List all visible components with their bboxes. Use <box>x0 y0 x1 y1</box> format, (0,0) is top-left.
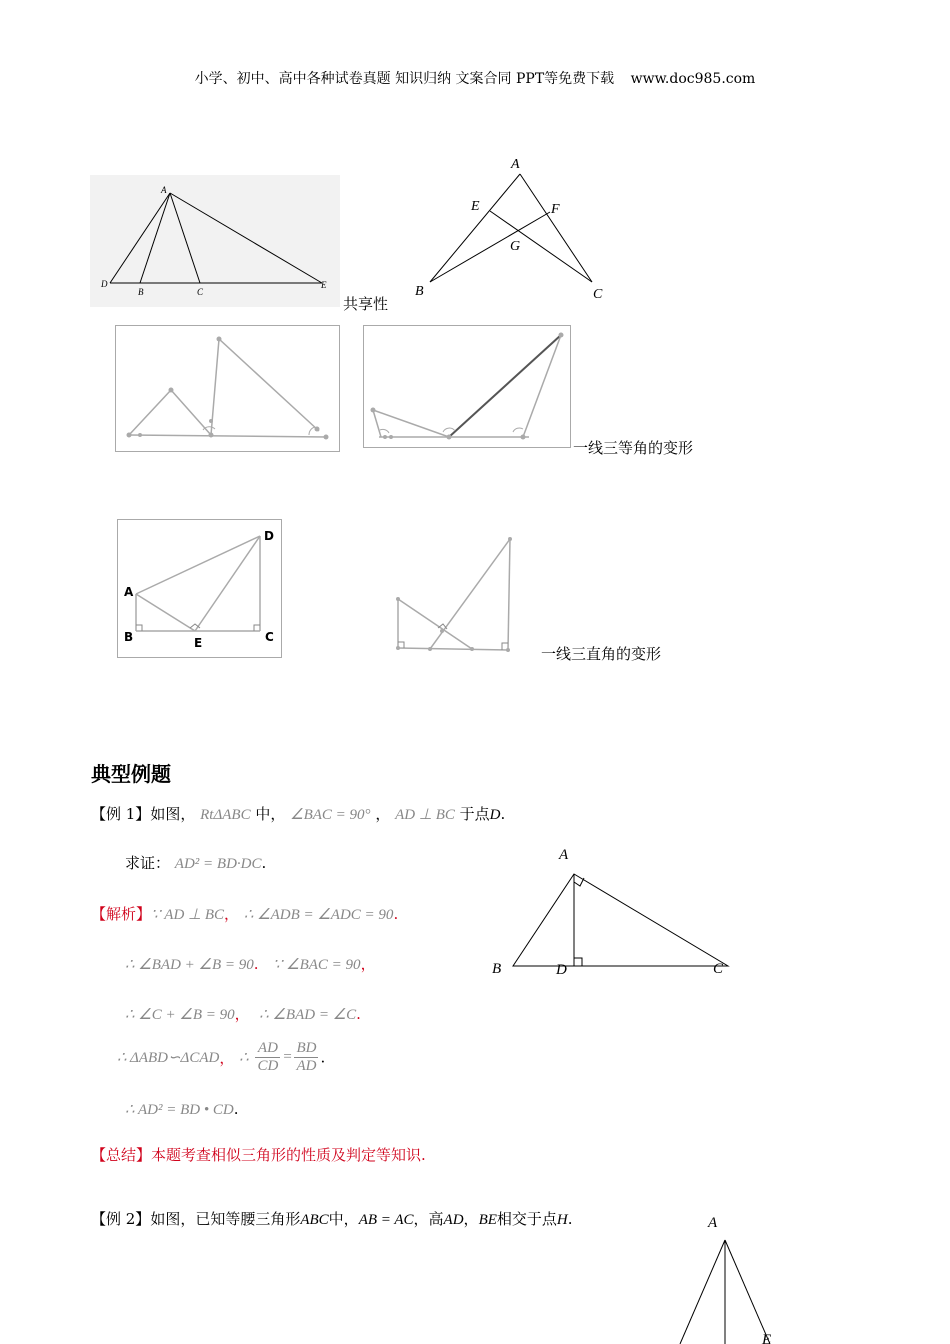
fig2-label-c: C <box>593 287 603 302</box>
fraction-ad-cd <box>255 1040 280 1075</box>
example2-text: 如图，已知等腰三角形 <box>150 1210 301 1228</box>
solution-line-2 <box>125 953 376 974</box>
fig2-label-g: G <box>510 239 521 254</box>
section-title: 典型例题 <box>91 762 171 786</box>
header-text: 小学、初中、高中各种试卷真题 知识归纳 文案合同 PPT等免费下载 <box>194 71 615 87</box>
solution-line-5 <box>125 1100 239 1119</box>
ex1-label-a: A <box>559 847 569 863</box>
caption-right-angles: 一线三直角的变形 <box>541 645 662 663</box>
step1a: ∵ AD ⊥ BC <box>151 907 225 923</box>
figure-shared-triangles-1 <box>90 175 340 307</box>
solution-line-4 <box>117 1040 325 1075</box>
fraction-bd-ad <box>294 1040 318 1075</box>
figure-right-angles-1 <box>117 519 282 658</box>
fig2-label-a: A <box>511 157 520 172</box>
caption-equal-angles: 一线三等角的变形 <box>573 439 694 457</box>
example1-sep: ， <box>375 805 391 823</box>
example2-h2: BE <box>478 1212 497 1228</box>
frac2-den: AD <box>296 1058 317 1074</box>
frac1-den: CD <box>257 1058 279 1074</box>
example2-figure <box>670 1210 790 1344</box>
step2-period: . <box>253 955 259 973</box>
fig3-label-c: C <box>265 630 274 644</box>
step5: ∴ AD² = BD • CD <box>125 1102 234 1118</box>
example1-cond2: ∠BAC = 90° <box>290 807 371 823</box>
fig3-label-e: E <box>194 636 203 650</box>
summary-text: 本题考查相似三角形的性质及判定等知识. <box>151 1146 426 1164</box>
ex1-label-c: C <box>713 961 724 977</box>
example1-figure <box>485 840 735 980</box>
solution-tag: 【解析】 <box>91 905 152 923</box>
fig1-label-b: B <box>138 287 144 297</box>
example1-tag: 【例 1】 <box>91 805 151 823</box>
step4-comma: ， <box>219 1049 235 1067</box>
figure-equal-angles-1 <box>115 325 340 452</box>
example2-tag: 【例 2】 <box>91 1210 151 1228</box>
figure-shared-triangles-2 <box>405 150 615 305</box>
step2a: ∴ ∠BAD + ∠B = 90 <box>125 957 254 973</box>
frac1-num: AD <box>255 1040 280 1058</box>
step3a: ∴ ∠C + ∠B = 90 <box>125 1007 235 1023</box>
example2-mid2: ，高 <box>413 1210 444 1228</box>
example1-cond3: AD ⊥ BC <box>395 807 455 823</box>
caption-shared: 共享性 <box>343 295 389 313</box>
step3-comma: ， <box>234 1005 250 1023</box>
step4a: ∴ ΔABD∽ΔCAD <box>117 1050 220 1066</box>
step3-period: . <box>356 1005 361 1023</box>
fig3-label-a: A <box>124 585 134 599</box>
example1-statement <box>91 803 505 824</box>
solution-line-1 <box>91 903 398 924</box>
step1b: ∴ ∠ADB = ∠ADC = 90 <box>243 907 394 923</box>
fig2-label-b: B <box>415 284 424 299</box>
summary-tag: 【总结】 <box>91 1146 152 1164</box>
example2-point: H <box>556 1212 568 1228</box>
solution-line-3 <box>125 1003 361 1024</box>
step3b: ∴ ∠BAD = ∠C <box>259 1007 357 1023</box>
fig2-label-f: F <box>551 202 560 217</box>
example2-mid: 中， <box>328 1210 359 1228</box>
example2-tri: ABC <box>300 1212 329 1228</box>
summary <box>91 1144 426 1165</box>
fig3-label-b: B <box>124 630 134 644</box>
fig1-label-d: D <box>101 279 108 289</box>
step5-period: . <box>233 1100 239 1118</box>
fig3-label-d: D <box>264 529 274 543</box>
ex1-label-b: B <box>492 961 502 977</box>
step4-period: . <box>320 1048 326 1067</box>
figure-equal-angles-2 <box>363 325 571 448</box>
example1-mid: 中， <box>255 805 286 823</box>
example2-h1: AD <box>443 1212 464 1228</box>
fig1-label-c: C <box>197 287 204 297</box>
header-url: www.doc985.com <box>630 71 756 87</box>
fig1-label-a: A <box>161 185 167 195</box>
prove-label: 求证： <box>125 854 171 872</box>
example1-tail: 于点 <box>459 805 490 823</box>
step4b: ∴ <box>239 1050 249 1066</box>
ex2-label-e: E <box>762 1332 772 1344</box>
prove-expr: AD² = BD·DC <box>174 856 262 872</box>
example1-point: D <box>489 807 501 823</box>
example1-lead: 如图， <box>150 805 196 823</box>
example2-end: . <box>567 1210 573 1228</box>
example2-tail: 相交于点 <box>496 1210 557 1228</box>
example2-statement <box>91 1208 573 1229</box>
ex2-label-a: A <box>708 1215 718 1231</box>
fig1-label-e: E <box>321 280 327 290</box>
page-header <box>0 68 950 88</box>
prove-end: . <box>261 854 267 872</box>
figure-right-angles-2 <box>390 535 520 657</box>
step2-comma: ， <box>360 955 376 973</box>
step1-period: . <box>393 905 399 923</box>
step2b: ∵ ∠BAC = 90 <box>272 957 361 973</box>
example1-end: . <box>500 805 506 823</box>
fig2-label-e: E <box>471 199 480 214</box>
frac2-num: BD <box>296 1040 317 1056</box>
example2-sep: ， <box>463 1210 479 1228</box>
example1-prove <box>125 852 266 873</box>
example2-eq: AB = AC <box>358 1212 414 1228</box>
frac-eq: = <box>282 1049 293 1065</box>
ex1-label-d: D <box>556 962 567 978</box>
example1-cond1: RtΔABC <box>200 807 251 823</box>
step1-comma: ， <box>224 905 240 923</box>
